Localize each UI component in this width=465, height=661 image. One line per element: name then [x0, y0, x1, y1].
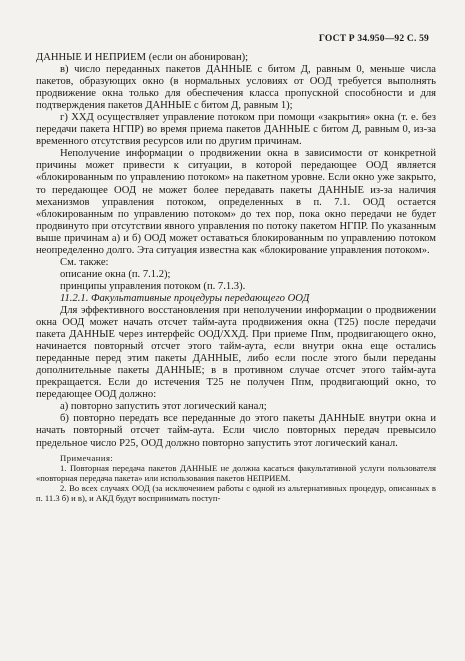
notes-title: Примечания: — [60, 452, 114, 463]
body-text — [36, 52, 436, 504]
section-heading: 11.2.1. Факультативные процедуры передающего ООД — [60, 292, 310, 304]
paragraph-blocking: Неполучение информации о продвижении окна в зависимости от конкретной причины может привести к ситуации, в которой передающее ООД является «блокированным по управлению потоком» на пакетном уровне. Если окно уже закрыто, то передающее ООД не может более передавать пакеты ДАННЫЕ из-за наличия механизмов управления потоком, определенных в п. 7.1. ООД остается «блокированным по управлению потоком» до тех пор, пока окно передачи не будет продвинуто при отсутствии явного управления по потоку пакетом НГПР. По указанным выше причинам а) и б) ООД может оставаться блокированным по управлению потоком неопределенно долго. Эта ситуация известна как «блокирование управления потоком». — [36, 148, 436, 256]
see-also: См. также: — [60, 256, 109, 268]
paragraph-item-g: г) ХХД осуществляет управление потоком при помощи «закрытия» окна (т. е. без передачи пакета НГПР) во время приема пакетов ДАННЫЕ с битом Д, равным 0, из-за временного отсутствия ресурсов или по другим причинам. — [36, 112, 436, 148]
paragraph-timeout: Для эффективного восстановления при неполучении информации о продвижении окна ООД может начать отсчет тайм-аута продвижения окна (Т25) после передачи пакета ДАННЫЕ через интерфейс ООД/ХХД. При приеме Ппм, продвигающего окно, начинается повторный отсчет этого тайм-аута, если внутри окна еще остались переданные перед этим пакеты ДАННЫЕ, либо если после этого были переданы дополнительные пакеты ДАННЫЕ; в в противном случае отсчет этого тайм-аута прекращается. Если до истечения Т25 не получен Ппм, продвигающий окно, то передающее ООД должно: — [36, 304, 436, 401]
note-2: 2. Во всех случаях ООД (за исключением работы с одной из альтернативных процедур, описанных в п. 11.3 б) и в), и АКД будут воспринимать поступ- — [36, 483, 436, 504]
page-header: ГОСТ Р 34.950—92 С. 59 — [318, 34, 429, 44]
see-also-item-1: описание окна (п. 7.1.2); — [60, 268, 171, 280]
see-also-item-2: принципы управления потоком (п. 7.1.3). — [60, 280, 246, 292]
paragraph-continuation: ДАННЫЕ И НЕПРИЕМ (если он абонирован); — [36, 52, 249, 63]
list-item-a: а) повторно запустить этот логический канал; — [60, 401, 267, 413]
notes-block — [36, 453, 436, 504]
paragraph-item-v: в) число переданных пакетов ДАННЫЕ с битом Д, равным 0, меньше числа пакетов, образующих окно (в нормальных условиях от ООД требуется выполнять продвижение окна только для обеспечения класса пропускной способности и для подтверждения пакетов ДАННЫЕ с битом Д, равным 1); — [36, 64, 436, 112]
note-1: 1. Повторная передача пакетов ДАННЫЕ не должна касаться факультативной услуги пользователя «повторная передача пакета» или использования пакетов НЕПРИЕМ. — [36, 462, 436, 483]
list-item-b: б) повторно передать все переданные до этого пакеты ДАННЫЕ внутри окна и начать повторный отсчет тайм-аута. Если число повторных передач превысило предельное число Р25, ООД должно повторно запустить этот логический канал. — [36, 413, 436, 449]
